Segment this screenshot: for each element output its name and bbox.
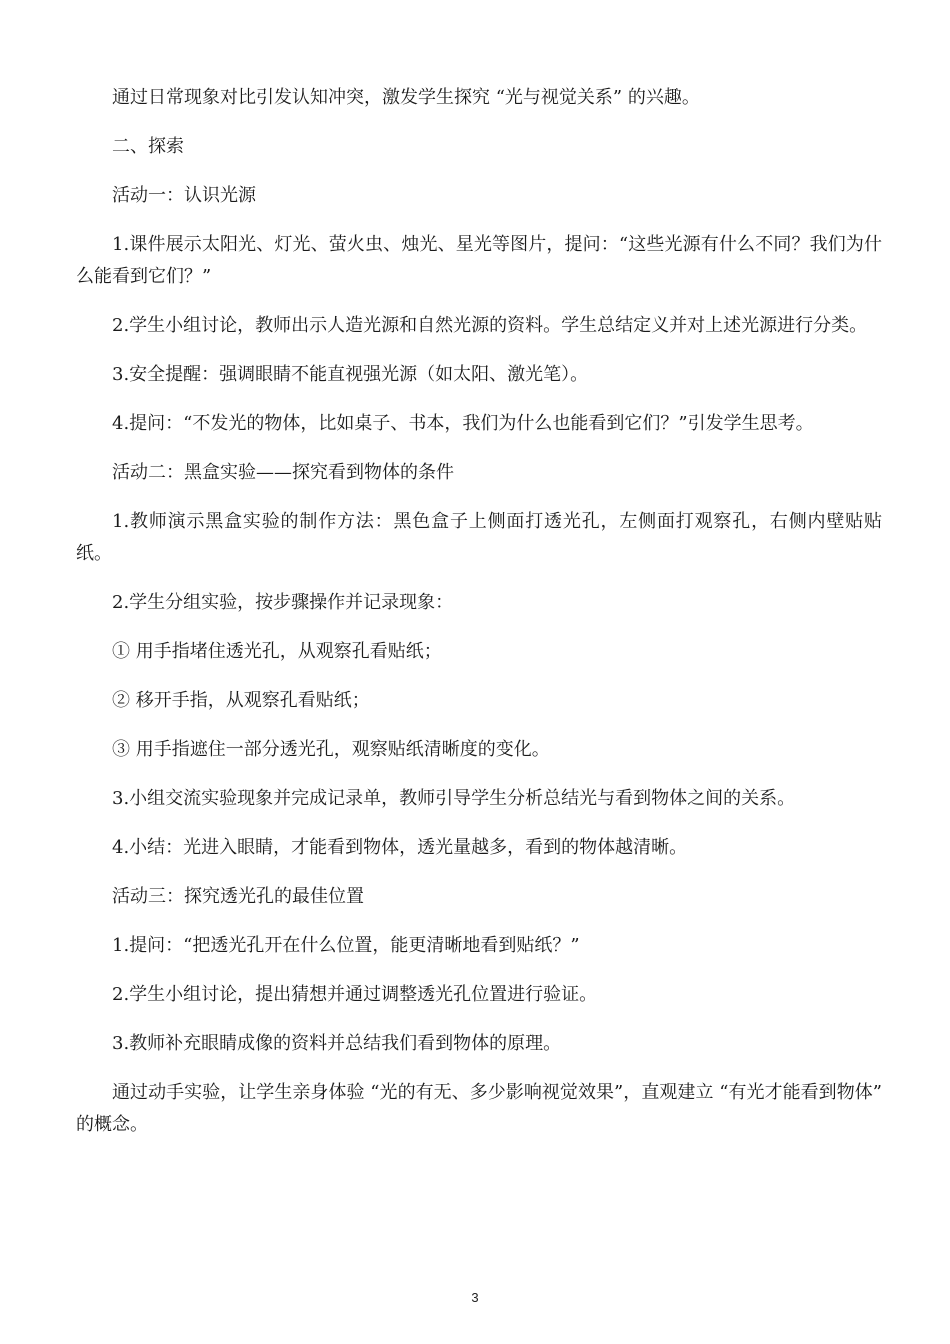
activity-one-step-3: 3.安全提醒：强调眼睛不能直视强光源（如太阳、激光笔）。 [112, 364, 589, 385]
activity-two-heading: 活动二：黑盒实验——探究看到物体的条件 [112, 462, 454, 483]
activity-two-step-4: 4.小结：光进入眼睛，才能看到物体，透光量越多，看到的物体越清晰。 [112, 837, 688, 858]
experiment-substep-1: ① 用手指堵住透光孔，从观察孔看贴纸； [112, 641, 442, 662]
intro-summary-paragraph: 通过日常现象对比引发认知冲突，激发学生探究 “光与视觉关系” 的兴趣。 [112, 87, 700, 108]
page-number: 3 [471, 1290, 479, 1305]
activity-two-step-1: 1.教师演示黑盒实验的制作方法：黑色盒子上侧面打透光孔，左侧面打观察孔，右侧内壁贴贴纸。 [76, 511, 882, 564]
activity-three-heading: 活动三：探究透光孔的最佳位置 [112, 886, 364, 907]
closing-summary-paragraph: 通过动手实验，让学生亲身体验 “光的有无、多少影响视觉效果”，直观建立 “有光才能看到物体” 的概念。 [76, 1082, 882, 1135]
section-heading-explore: 二、探索 [112, 136, 184, 157]
activity-one-heading: 活动一：认识光源 [112, 185, 256, 206]
activity-three-step-1: 1.提问：“把透光孔开在什么位置，能更清晰地看到贴纸？” [112, 935, 580, 956]
activity-two-step-2: 2.学生分组实验，按步骤操作并记录现象： [112, 592, 454, 613]
activity-two-step-3: 3.小组交流实验现象并完成记录单，教师引导学生分析总结光与看到物体之间的关系。 [112, 788, 796, 809]
activity-one-step-2: 2.学生小组讨论，教师出示人造光源和自然光源的资料。学生总结定义并对上述光源进行分类。 [112, 315, 868, 336]
page-body [76, 82, 882, 1158]
activity-three-step-2: 2.学生小组讨论，提出猜想并通过调整透光孔位置进行验证。 [112, 984, 598, 1005]
activity-one-step-4: 4.提问：“不发光的物体，比如桌子、书本，我们为什么也能看到它们？”引发学生思考。 [112, 413, 814, 434]
experiment-substep-2: ② 移开手指，从观察孔看贴纸； [112, 690, 370, 711]
experiment-substep-3: ③ 用手指遮住一部分透光孔，观察贴纸清晰度的变化。 [112, 739, 550, 760]
activity-one-step-1: 1.课件展示太阳光、灯光、萤火虫、烛光、星光等图片，提问：“这些光源有什么不同？我们为什么能看到它们？” [76, 234, 882, 287]
activity-three-step-3: 3.教师补充眼睛成像的资料并总结我们看到物体的原理。 [112, 1033, 562, 1054]
